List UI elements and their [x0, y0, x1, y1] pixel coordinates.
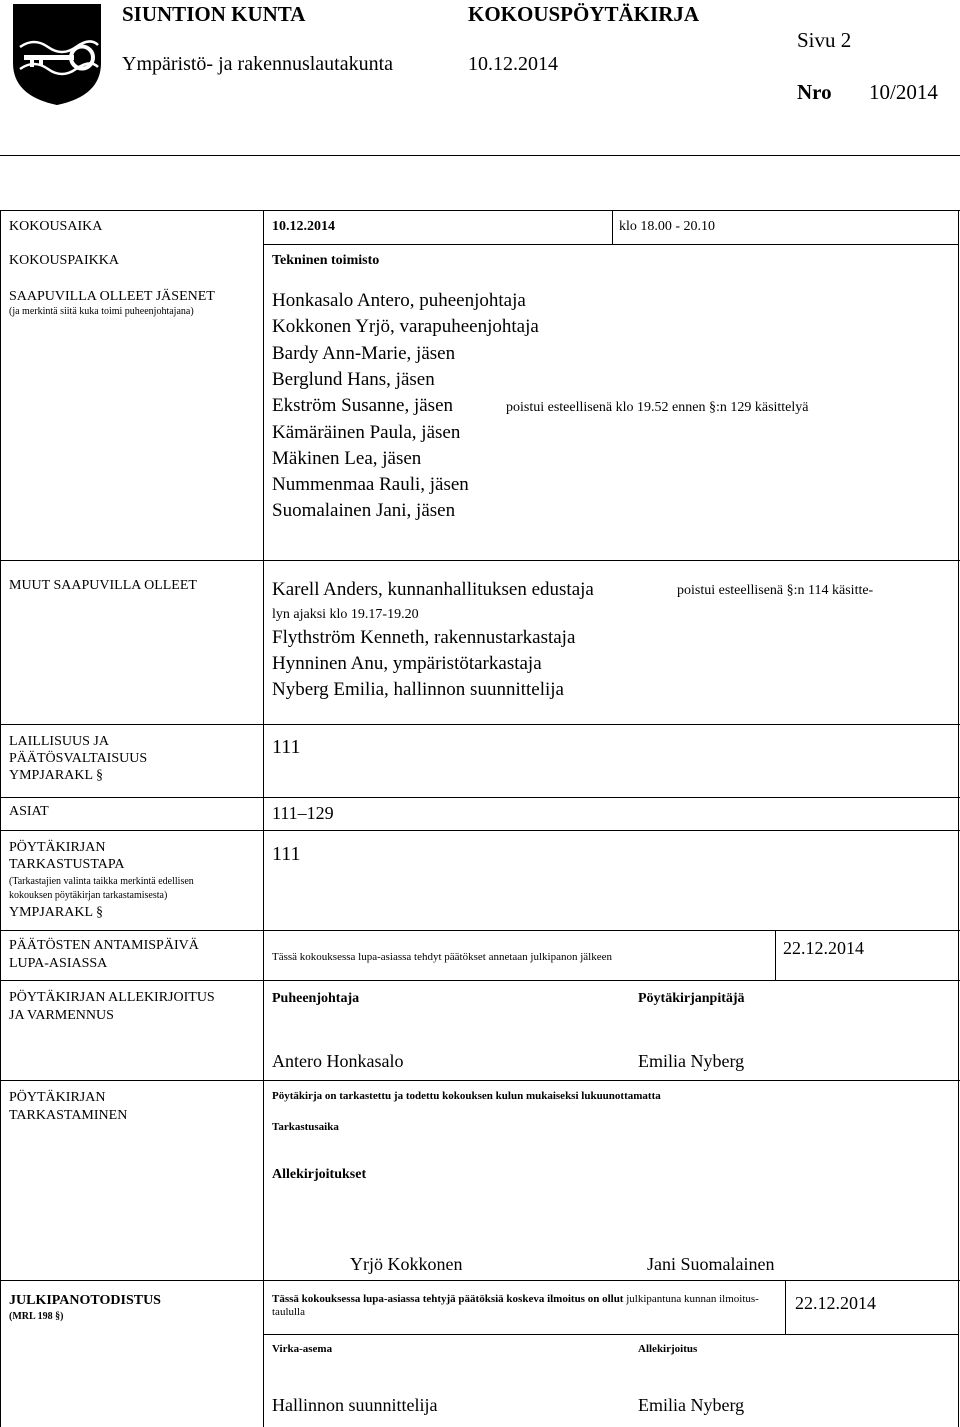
review-method-label: YMPJARAKL § — [9, 905, 103, 920]
date-cell-divider — [775, 930, 776, 980]
review-method-note: (Tarkastajien valinta taikka merkintä edellisen — [9, 876, 194, 887]
review-method-note: kokouksen pöytäkirjan tarkastamisesta) — [9, 890, 168, 901]
reviewer-name: Yrjö Kokkonen — [350, 1254, 463, 1274]
other-attendee: Nyberg Emilia, hallinnon suunnittelija — [272, 679, 564, 700]
row-divider — [0, 724, 960, 725]
signatures-label: PÖYTÄKIRJAN ALLEKIRJOITUS — [9, 990, 215, 1005]
attendees-label: SAAPUVILLA OLLEET JÄSENET — [9, 289, 215, 304]
decision-date-label: LUPA-ASIASSA — [9, 956, 108, 971]
member-entry: Berglund Hans, jäsen — [272, 369, 435, 390]
row-divider — [263, 1334, 958, 1335]
row-divider — [0, 830, 960, 831]
review-method-label: PÖYTÄKIRJAN — [9, 840, 106, 855]
review-time-label: Tarkastusaika — [272, 1121, 339, 1133]
signature-value: Emilia Nyberg — [638, 1395, 745, 1415]
legality-section: 111 — [272, 736, 301, 758]
table-top-border — [0, 210, 960, 211]
other-attendee-note: poistui esteellisenä §:n 114 käsitte- — [677, 583, 874, 598]
meeting-time-label: KOKOUSAIKA — [9, 219, 103, 234]
minutes-number-label: Nro — [797, 80, 832, 104]
other-attendee: Hynninen Anu, ympäristötarkastaja — [272, 653, 542, 674]
row-divider — [0, 560, 960, 561]
secretary-name: Emilia Nyberg — [638, 1051, 745, 1071]
other-attendee-note: lyn ajaksi klo 19.17-19.20 — [272, 607, 419, 622]
row-divider — [0, 980, 960, 981]
header-divider — [0, 155, 960, 156]
decision-date-label: PÄÄTÖSTEN ANTAMISPÄIVÄ — [9, 938, 199, 953]
signature-label: Allekirjoitus — [638, 1343, 698, 1355]
label-column-divider — [263, 210, 264, 1427]
row-divider — [0, 1080, 960, 1081]
municipality-name: SIUNTION KUNTA — [122, 2, 306, 26]
member-entry: Nummenmaa Rauli, jäsen — [272, 474, 469, 495]
meeting-time: klo 18.00 - 20.10 — [619, 219, 716, 234]
meeting-place-label: KOKOUSPAIKKA — [9, 253, 119, 268]
member-note: poistui esteellisenä klo 19.52 ennen §:n 129 käsittelyä — [506, 400, 809, 415]
crest-key-icon — [12, 3, 102, 106]
municipal-crest — [12, 3, 102, 106]
row-divider — [0, 797, 960, 798]
member-entry: Kokkonen Yrjö, varapuheenjohtaja — [272, 316, 539, 337]
member-entry: Ekström Susanne, jäsen — [272, 395, 454, 416]
member-entry: Suomalainen Jani, jäsen — [272, 500, 456, 521]
meeting-date: 10.12.2014 — [272, 219, 335, 234]
notice-label: JULKIPANOTODISTUS — [9, 1293, 161, 1308]
member-entry: Mäkinen Lea, jäsen — [272, 448, 422, 469]
minutes-number: 10/2014 — [869, 80, 938, 104]
review-label: PÖYTÄKIRJAN — [9, 1090, 106, 1105]
legality-label: YMPJARAKL § — [9, 768, 103, 783]
notice-text-line2: taululla — [272, 1306, 305, 1318]
review-method-section: 111 — [272, 843, 301, 865]
review-signatures-label: Allekirjoitukset — [272, 1167, 367, 1182]
decision-date-text: Tässä kokouksessa lupa-asiassa tehdyt päätökset annetaan julkipanon jälkeen — [272, 951, 612, 963]
date-cell-divider — [785, 1280, 786, 1334]
legality-label: LAILLISUUS JA — [9, 734, 109, 749]
chair-name: Antero Honkasalo — [272, 1051, 404, 1071]
position-value: Hallinnon suunnittelija — [272, 1395, 438, 1415]
table-right-border — [958, 210, 959, 1427]
review-statement: Pöytäkirja on tarkastettu ja todettu kokouksen kulun mukaiseksi lukuunottamatta — [272, 1090, 661, 1102]
meeting-place: Tekninen toimisto — [272, 253, 380, 268]
time-cell-divider — [612, 210, 613, 244]
reviewer-name: Jani Suomalainen — [647, 1254, 775, 1274]
review-method-label: TARKASTUSTAPA — [9, 857, 125, 872]
subjects-range: 111–129 — [272, 803, 334, 823]
notice-text-bold: Tässä kokouksessa lupa-asiassa tehtyjä päätöksiä koskeva ilmoitus on ollut — [272, 1293, 624, 1305]
row-divider — [263, 244, 958, 245]
review-label: TARKASTAMINEN — [9, 1108, 128, 1123]
attendees-sublabel: (ja merkintä siitä kuka toimi puheenjohtajana) — [9, 306, 194, 317]
page-number: Sivu 2 — [797, 28, 852, 52]
chair-label: Puheenjohtaja — [272, 991, 360, 1006]
notice-date: 22.12.2014 — [795, 1293, 876, 1313]
position-label: Virka-asema — [272, 1343, 333, 1355]
table-left-border — [0, 210, 1, 1427]
notice-text-normal: julkipantuna kunnan ilmoitus- — [626, 1293, 759, 1305]
secretary-label: Pöytäkirjanpitäjä — [638, 991, 745, 1006]
notice-sublabel: (MRL 198 §) — [9, 1311, 64, 1322]
document-type: KOKOUSPÖYTÄKIRJA — [468, 2, 700, 26]
row-divider — [0, 1280, 960, 1281]
member-entry: Kämäräinen Paula, jäsen — [272, 422, 461, 443]
member-entry: Bardy Ann-Marie, jäsen — [272, 343, 456, 364]
subjects-label: ASIAT — [9, 804, 49, 819]
signatures-label: JA VARMENNUS — [9, 1008, 114, 1023]
other-attendee: Karell Anders, kunnanhallituksen edustaja — [272, 579, 594, 600]
header-date: 10.12.2014 — [468, 53, 558, 75]
decision-date-value: 22.12.2014 — [783, 938, 864, 958]
other-attendee: Flythström Kenneth, rakennustarkastaja — [272, 627, 576, 648]
member-entry: Honkasalo Antero, puheenjohtaja — [272, 290, 526, 311]
row-divider — [0, 930, 960, 931]
legality-label: PÄÄTÖSVALTAISUUS — [9, 751, 148, 766]
board-name: Ympäristö- ja rakennuslautakunta — [122, 53, 394, 75]
notice-text — [272, 1293, 759, 1305]
others-label: MUUT SAAPUVILLA OLLEET — [9, 578, 197, 593]
